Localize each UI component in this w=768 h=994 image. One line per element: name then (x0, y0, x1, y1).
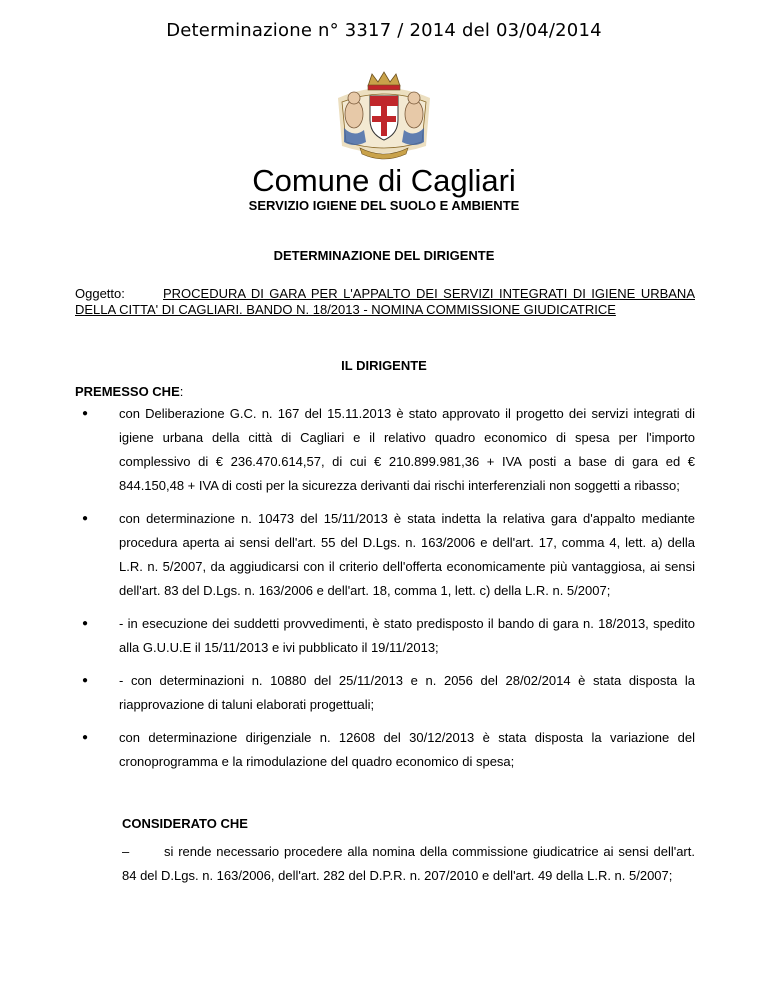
oggetto-text: PROCEDURA DI GARA PER L'APPALTO DEI SERVIZI INTEGRATI DI IGIENE URBANA DELLA CITTA' DI CAGLIARI. BANDO N. 18/2013 - NOMINA COMMISSIONE GIUDICATRICE (75, 286, 695, 317)
list-item-text: con determinazione dirigenziale n. 12608 del 30/12/2013 è stata disposta la variazione del cronoprogramma e la rimodulazione del quadro economico di spesa; (119, 730, 695, 769)
list-item (75, 507, 695, 603)
considerato-item-text: si rende necessario procedere alla nomina della commissione giudicatrice ai sensi dell'art. 84 del D.Lgs. n. 163/2006, dell'art. 282 del D.P.R. n. 207/2010 e dell'art. 49 della L.R. n. 5/2007; (122, 844, 695, 883)
bullet-icon: ● (82, 408, 89, 419)
bullet-icon: ● (82, 732, 89, 743)
il-dirigente-heading: IL DIRIGENTE (341, 358, 427, 373)
oggetto-label: Oggetto: (75, 286, 125, 301)
considerato-item (122, 840, 695, 888)
oggetto-section (75, 286, 695, 318)
list-item (75, 612, 695, 660)
ente-name: Comune di Cagliari (252, 163, 516, 198)
determinazione-header: Determinazione n° 3317 / 2014 del 03/04/2014 (166, 20, 602, 41)
list-item (75, 669, 695, 717)
bullet-icon: ● (82, 513, 89, 524)
bullet-icon: ● (82, 675, 89, 686)
bullet-icon: ● (82, 618, 89, 629)
premesso-colon: : (179, 384, 184, 399)
premesso-heading-text: PREMESSO CHE (75, 384, 180, 399)
considerato-heading: CONSIDERATO CHE (122, 816, 248, 831)
dash-marker: – (122, 844, 130, 859)
list-item-text: con determinazione n. 10473 del 15/11/2013 è stata indetta la relativa gara d'appalto mediante procedura aperta ai sensi dell'art. 55 del D.Lgs. n. 163/2006 e dell'art. 17, comma 4, lett. a) della L.R. n. 5/2007, da aggiudicarsi con il criterio dell'offerta economicamente più vantaggiosa, ai sensi dell'art. 83 del D.Lgs. n. 163/2006 e dell'art. 18, comma 1, lett. c) della L.R. n. 5/2007; (119, 511, 695, 598)
premesso-list (75, 402, 695, 783)
list-item-text: - con determinazioni n. 10880 del 25/11/2013 e n. 2056 del 28/02/2014 è stata disposta la riapprovazione di taluni elaborati progettuali; (119, 673, 695, 712)
document-title: DETERMINAZIONE DEL DIRIGENTE (273, 248, 495, 263)
servizio-name: SERVIZIO IGIENE DEL SUOLO E AMBIENTE (248, 198, 520, 213)
cagliari-coat-of-arms-icon (330, 68, 438, 164)
list-item (75, 726, 695, 774)
premesso-heading (75, 384, 183, 399)
list-item-text: - in esecuzione dei suddetti provvedimenti, è stato predisposto il bando di gara n. 18/2013, spedito alla G.U.U.E il 15/11/2013 e ivi pubblicato il 19/11/2013; (119, 616, 695, 655)
list-item (75, 402, 695, 498)
list-item-text: con Deliberazione G.C. n. 167 del 15.11.2013 è stato approvato il progetto dei servizi integrati di igiene urbana della città di Cagliari e il relativo quadro economico di spesa per l'importo complessivo di € 236.470.614,57, di cui € 210.899.981,36 + IVA posti a base di gara ed € 844.150,48 + IVA di costi per la sicurezza derivanti dai rischi interferenziali non soggetti a ribasso; (119, 406, 695, 493)
